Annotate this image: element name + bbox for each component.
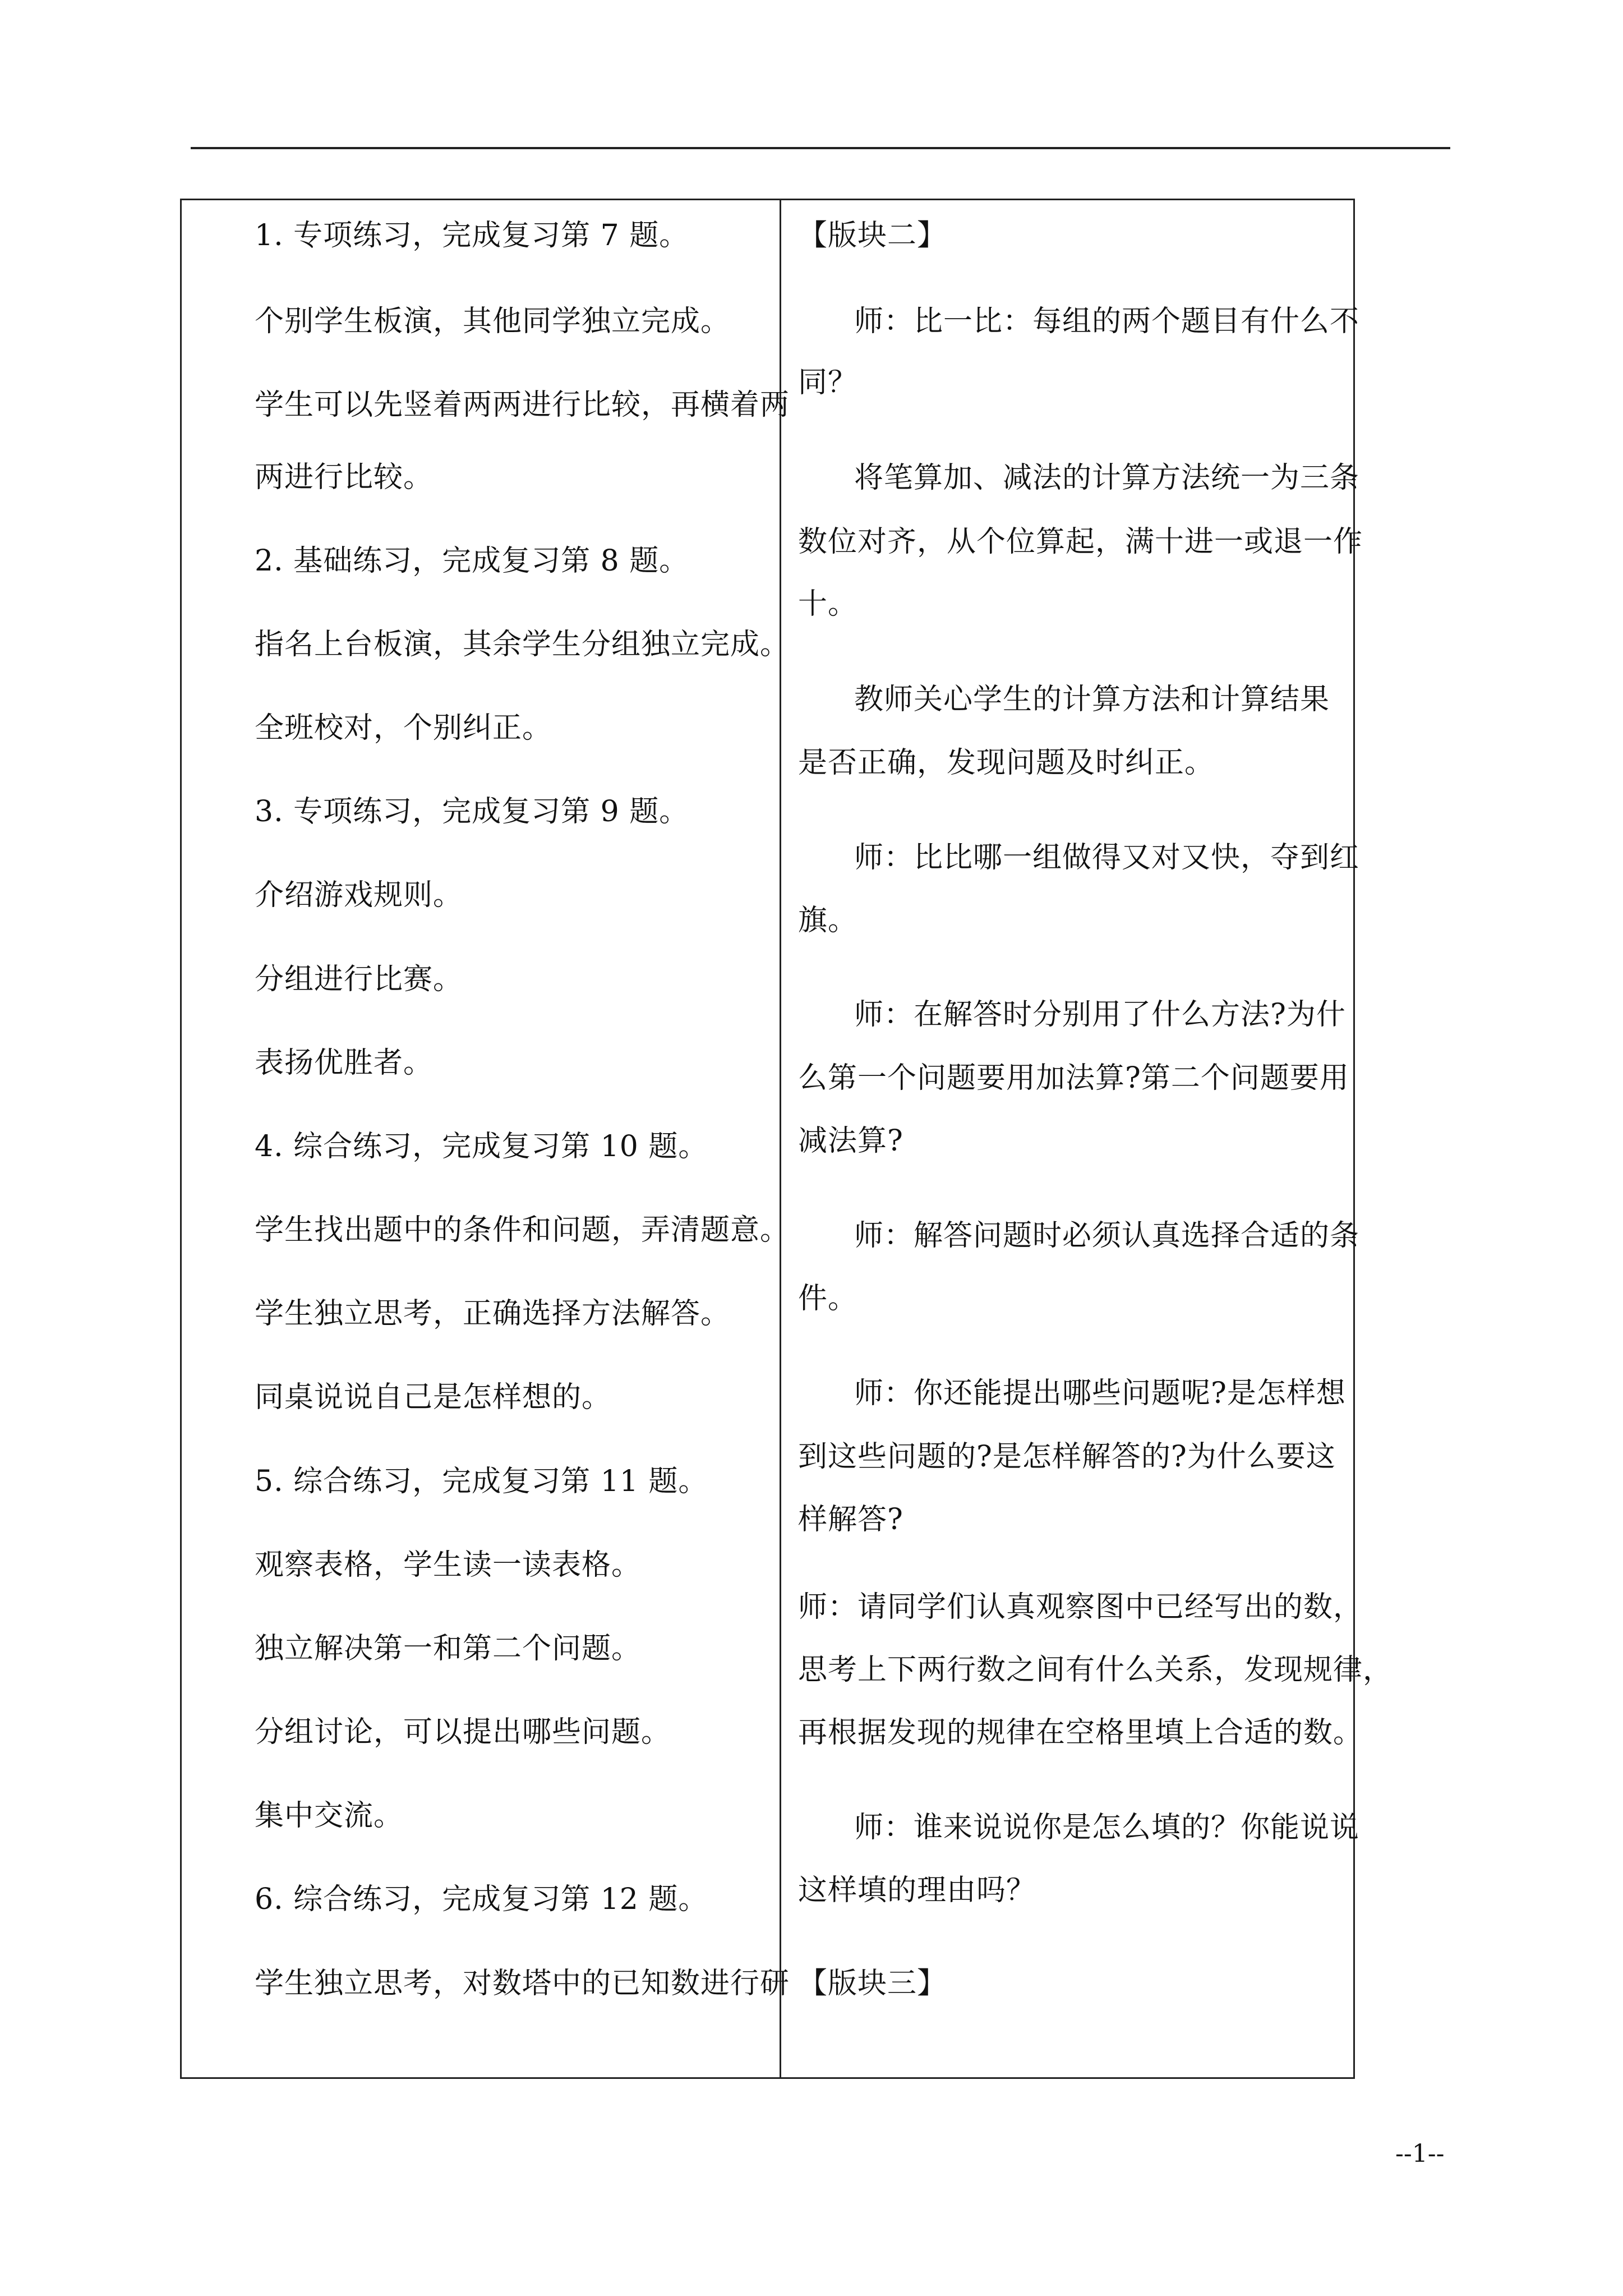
right-line: 师：谁来说说你是怎么填的？你能说说 bbox=[854, 1811, 1360, 1844]
left-line: 独立解决第一和第二个问题。 bbox=[255, 1632, 642, 1665]
right-line: 师：解答问题时必须认真选择合适的条 bbox=[854, 1219, 1360, 1253]
left-line: 表扬优胜者。 bbox=[255, 1046, 434, 1080]
left-line: 学生独立思考，对数塔中的已知数进行研 bbox=[255, 1967, 790, 2000]
left-line: 3. 专项练习，完成复习第 9 题。 bbox=[255, 795, 689, 829]
left-line: 学生找出题中的条件和问题，弄清题意。 bbox=[255, 1213, 790, 1247]
section-heading: 【版块三】 bbox=[798, 1967, 947, 2000]
left-line: 学生可以先竖着两两进行比较，再横着两 bbox=[255, 388, 790, 422]
left-line: 6. 综合练习，完成复习第 12 题。 bbox=[255, 1883, 708, 1916]
left-line: 观察表格，学生读一读表格。 bbox=[255, 1548, 642, 1582]
left-line: 4. 综合练习，完成复习第 10 题。 bbox=[255, 1130, 708, 1163]
right-line: 是否正确，发现问题及时纠正。 bbox=[798, 746, 1215, 780]
left-line: 5. 综合练习，完成复习第 11 题。 bbox=[255, 1465, 708, 1498]
right-line: 旗。 bbox=[798, 904, 858, 937]
right-line: 到这些问题的?是怎样解答的?为什么要这 bbox=[798, 1440, 1336, 1474]
left-line: 分组进行比赛。 bbox=[255, 963, 463, 996]
left-line: 集中交流。 bbox=[255, 1799, 404, 1833]
right-line: 将笔算加、减法的计算方法统一为三条 bbox=[854, 461, 1360, 495]
right-line: 再根据发现的规律在空格里填上合适的数。 bbox=[798, 1716, 1363, 1750]
left-line: 分组讨论，可以提出哪些问题。 bbox=[255, 1715, 671, 1749]
right-line: 师：比比哪一组做得又对又快，夺到红 bbox=[854, 841, 1360, 875]
left-line: 学生独立思考，正确选择方法解答。 bbox=[255, 1297, 731, 1331]
lesson-table bbox=[180, 199, 1393, 2079]
left-line: 两进行比较。 bbox=[255, 461, 434, 494]
right-line: 件。 bbox=[798, 1282, 858, 1315]
right-line: 同？ bbox=[798, 366, 858, 399]
left-line: 指名上台板演，其余学生分组独立完成。 bbox=[255, 628, 790, 661]
header-rule bbox=[191, 147, 1450, 149]
right-line: 数位对齐，从个位算起，满十进一或退一作 bbox=[798, 525, 1363, 559]
right-line: 师：比一比：每组的两个题目有什么不 bbox=[854, 305, 1360, 338]
student-activity-column bbox=[182, 200, 790, 2077]
left-line: 个别学生板演，其他同学独立完成。 bbox=[255, 305, 731, 338]
teacher-guidance-column bbox=[781, 200, 1393, 2077]
right-line: 减法算? bbox=[798, 1124, 903, 1158]
right-line: 师：请同学们认真观察图中已经写出的数， bbox=[798, 1590, 1363, 1624]
page-number: --1-- bbox=[1395, 2139, 1445, 2168]
right-line: 师：在解答时分别用了什么方法?为什 bbox=[854, 998, 1346, 1032]
left-line: 2. 基础练习，完成复习第 8 题。 bbox=[255, 544, 689, 578]
left-line: 同桌说说自己是怎样想的。 bbox=[255, 1381, 612, 1414]
right-line: 十。 bbox=[798, 587, 858, 621]
right-line: 这样填的理由吗？ bbox=[798, 1874, 1036, 1907]
right-line: 思考上下两行数之间有什么关系，发现规律， bbox=[798, 1653, 1393, 1687]
section-heading: 【版块二】 bbox=[798, 219, 947, 252]
right-line: 师：你还能提出哪些问题呢?是怎样想 bbox=[854, 1377, 1346, 1410]
left-line: 介绍游戏规则。 bbox=[255, 878, 463, 912]
right-line: 教师关心学生的计算方法和计算结果 bbox=[854, 683, 1330, 716]
left-line: 1. 专项练习，完成复习第 7 题。 bbox=[255, 219, 689, 252]
right-line: 样解答? bbox=[798, 1503, 903, 1536]
left-line: 全班校对，个别纠正。 bbox=[255, 711, 552, 745]
right-line: 么第一个问题要用加法算?第二个问题要用 bbox=[798, 1061, 1349, 1095]
